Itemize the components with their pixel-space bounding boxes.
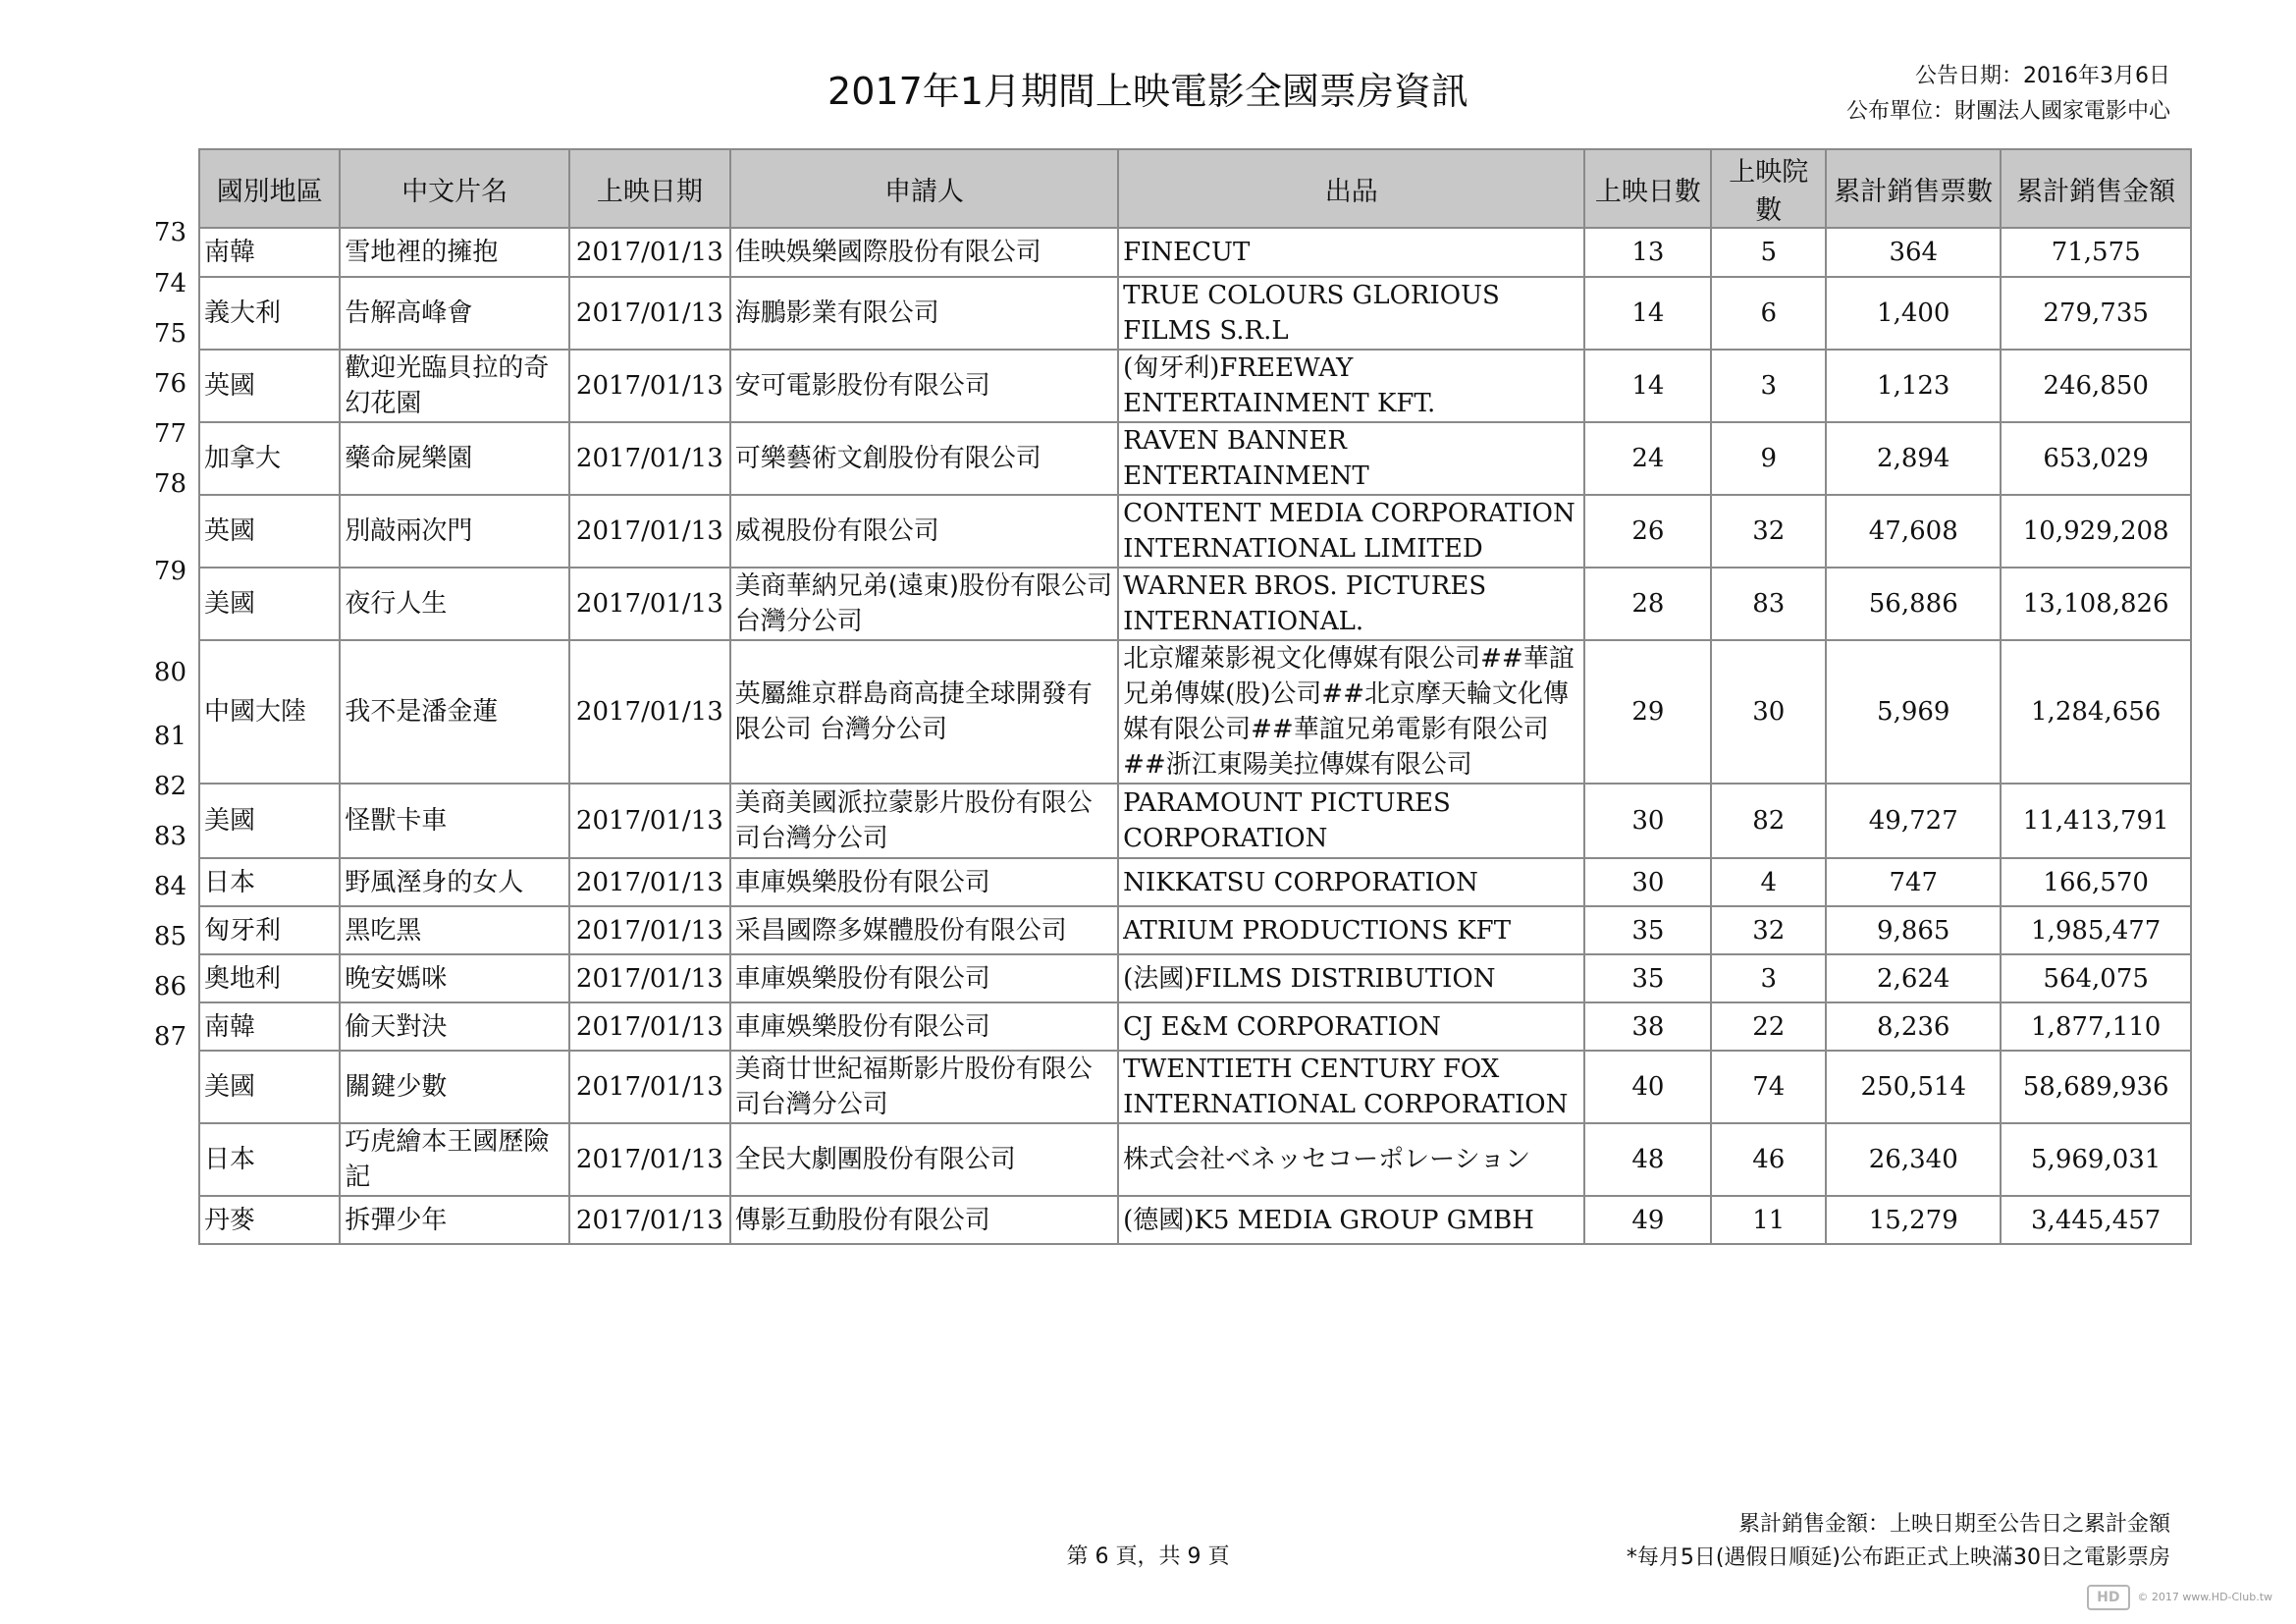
cell-amount: 71,575 <box>2001 228 2191 277</box>
cell-region: 日本 <box>199 858 340 906</box>
cell-theaters: 46 <box>1711 1123 1826 1196</box>
table-row <box>199 640 2191 784</box>
cell-applicant: 傳影互動股份有限公司 <box>730 1196 1118 1244</box>
cell-theaters: 5 <box>1711 228 1826 277</box>
cell-producer: 株式会社ベネッセコーポレーション <box>1118 1123 1584 1196</box>
cell-producer: WARNER BROS. PICTURES INTERNATIONAL. <box>1118 568 1584 640</box>
watermark <box>2087 1585 2272 1610</box>
cell-applicant: 海鵬影業有限公司 <box>730 277 1118 350</box>
table-row <box>199 784 2191 858</box>
cell-theaters: 9 <box>1711 422 1826 495</box>
cell-days: 26 <box>1584 495 1711 568</box>
cell-tickets: 56,886 <box>1826 568 2001 640</box>
table-row <box>199 1051 2191 1123</box>
cell-title: 怪獸卡車 <box>340 784 569 858</box>
col-header-applicant: 申請人 <box>730 149 1118 228</box>
cell-tickets: 8,236 <box>1826 1002 2001 1051</box>
cell-days: 24 <box>1584 422 1711 495</box>
cell-date: 2017/01/13 <box>569 954 730 1002</box>
cell-applicant: 威視股份有限公司 <box>730 495 1118 568</box>
cell-producer: PARAMOUNT PICTURES CORPORATION <box>1118 784 1584 858</box>
watermark-text: © 2017 www.HD-Club.tw <box>2137 1591 2272 1603</box>
cell-producer: (匈牙利)FREEWAY ENTERTAINMENT KFT. <box>1118 350 1584 422</box>
row-number: 82 <box>153 771 187 801</box>
table-row <box>199 1196 2191 1244</box>
page-number: 第 6 頁，共 9 頁 <box>1066 1544 1230 1569</box>
cell-days: 48 <box>1584 1123 1711 1196</box>
cell-applicant: 美商廿世紀福斯影片股份有限公司台灣分公司 <box>730 1051 1118 1123</box>
col-header-date: 上映日期 <box>569 149 730 228</box>
cell-producer: (法國)FILMS DISTRIBUTION <box>1118 954 1584 1002</box>
cell-tickets: 364 <box>1826 228 2001 277</box>
cell-date: 2017/01/13 <box>569 422 730 495</box>
cell-amount: 653,029 <box>2001 422 2191 495</box>
cell-days: 30 <box>1584 784 1711 858</box>
cell-tickets: 1,123 <box>1826 350 2001 422</box>
table-row <box>199 495 2191 568</box>
cell-applicant: 美商華納兄弟(遠東)股份有限公司台灣分公司 <box>730 568 1118 640</box>
cell-applicant: 車庫娛樂股份有限公司 <box>730 1002 1118 1051</box>
cell-title: 歡迎光臨貝拉的奇幻花園 <box>340 350 569 422</box>
cell-title: 偷天對決 <box>340 1002 569 1051</box>
publisher: 公布單位：財團法人國家電影中心 <box>1845 99 2170 124</box>
cell-producer: TWENTIETH CENTURY FOX INTERNATIONAL CORPORATION <box>1118 1051 1584 1123</box>
cell-amount: 11,413,791 <box>2001 784 2191 858</box>
cell-region: 中國大陸 <box>199 640 340 784</box>
cell-date: 2017/01/13 <box>569 568 730 640</box>
cell-days: 38 <box>1584 1002 1711 1051</box>
cell-producer: CONTENT MEDIA CORPORATION INTERNATIONAL LIMITED <box>1118 495 1584 568</box>
cell-title: 告解高峰會 <box>340 277 569 350</box>
cell-days: 35 <box>1584 906 1711 954</box>
row-number: 78 <box>153 468 187 499</box>
cell-theaters: 4 <box>1711 858 1826 906</box>
table-row <box>199 954 2191 1002</box>
cell-region: 美國 <box>199 784 340 858</box>
cell-applicant: 英屬維京群島商高捷全球開發有限公司 台灣分公司 <box>730 640 1118 784</box>
cell-applicant: 全民大劇團股份有限公司 <box>730 1123 1118 1196</box>
cell-amount: 1,985,477 <box>2001 906 2191 954</box>
cell-tickets: 15,279 <box>1826 1196 2001 1244</box>
watermark-logo: HD <box>2087 1585 2130 1610</box>
cell-theaters: 30 <box>1711 640 1826 784</box>
cell-days: 28 <box>1584 568 1711 640</box>
table-row <box>199 228 2191 277</box>
cell-date: 2017/01/13 <box>569 906 730 954</box>
cell-days: 14 <box>1584 350 1711 422</box>
cell-region: 南韓 <box>199 228 340 277</box>
cell-date: 2017/01/13 <box>569 277 730 350</box>
cell-title: 野風溼身的女人 <box>340 858 569 906</box>
cell-tickets: 26,340 <box>1826 1123 2001 1196</box>
cell-amount: 3,445,457 <box>2001 1196 2191 1244</box>
cell-tickets: 250,514 <box>1826 1051 2001 1123</box>
cell-theaters: 6 <box>1711 277 1826 350</box>
row-number: 84 <box>153 871 187 901</box>
cell-date: 2017/01/13 <box>569 640 730 784</box>
table-header-row <box>199 149 2191 228</box>
cell-region: 匈牙利 <box>199 906 340 954</box>
row-number: 79 <box>153 557 187 586</box>
cell-producer: FINECUT <box>1118 228 1584 277</box>
row-number: 76 <box>153 368 187 399</box>
table-row <box>199 1002 2191 1051</box>
cell-title: 我不是潘金蓮 <box>340 640 569 784</box>
row-number: 86 <box>153 971 187 1001</box>
cell-theaters: 74 <box>1711 1051 1826 1123</box>
footer-note-amount: 累計銷售金額：上映日期至公告日之累計金額 <box>1737 1512 2170 1537</box>
cell-date: 2017/01/13 <box>569 1123 730 1196</box>
cell-title: 夜行人生 <box>340 568 569 640</box>
row-number: 77 <box>153 418 187 449</box>
page-title: 2017年1月期間上映電影全國票房資訊 <box>828 70 1468 113</box>
cell-days: 35 <box>1584 954 1711 1002</box>
cell-days: 29 <box>1584 640 1711 784</box>
cell-region: 美國 <box>199 568 340 640</box>
cell-title: 晚安媽咪 <box>340 954 569 1002</box>
cell-theaters: 82 <box>1711 784 1826 858</box>
cell-date: 2017/01/13 <box>569 858 730 906</box>
box-office-table <box>198 148 2192 1245</box>
cell-date: 2017/01/13 <box>569 228 730 277</box>
col-header-title: 中文片名 <box>340 149 569 228</box>
cell-region: 南韓 <box>199 1002 340 1051</box>
cell-days: 49 <box>1584 1196 1711 1244</box>
col-header-region: 國別地區 <box>199 149 340 228</box>
cell-applicant: 安可電影股份有限公司 <box>730 350 1118 422</box>
cell-days: 14 <box>1584 277 1711 350</box>
col-header-theaters: 上映院數 <box>1711 149 1826 228</box>
cell-amount: 1,284,656 <box>2001 640 2191 784</box>
cell-applicant: 采昌國際多媒體股份有限公司 <box>730 906 1118 954</box>
table-row <box>199 858 2191 906</box>
cell-applicant: 佳映娛樂國際股份有限公司 <box>730 228 1118 277</box>
cell-days: 13 <box>1584 228 1711 277</box>
table-row <box>199 568 2191 640</box>
table-row <box>199 277 2191 350</box>
cell-title: 巧虎繪本王國歷險記 <box>340 1123 569 1196</box>
cell-region: 義大利 <box>199 277 340 350</box>
cell-amount: 279,735 <box>2001 277 2191 350</box>
row-number: 87 <box>153 1021 187 1052</box>
row-number: 74 <box>153 268 187 298</box>
cell-amount: 5,969,031 <box>2001 1123 2191 1196</box>
cell-amount: 246,850 <box>2001 350 2191 422</box>
cell-region: 日本 <box>199 1123 340 1196</box>
cell-amount: 13,108,826 <box>2001 568 2191 640</box>
table-row <box>199 906 2191 954</box>
cell-tickets: 47,608 <box>1826 495 2001 568</box>
cell-amount: 58,689,936 <box>2001 1051 2191 1123</box>
cell-applicant: 車庫娛樂股份有限公司 <box>730 954 1118 1002</box>
cell-region: 美國 <box>199 1051 340 1123</box>
cell-producer: NIKKATSU CORPORATION <box>1118 858 1584 906</box>
cell-theaters: 83 <box>1711 568 1826 640</box>
cell-date: 2017/01/13 <box>569 784 730 858</box>
cell-region: 奧地利 <box>199 954 340 1002</box>
col-header-amount: 累計銷售金額 <box>2001 149 2191 228</box>
cell-title: 雪地裡的擁抱 <box>340 228 569 277</box>
cell-amount: 10,929,208 <box>2001 495 2191 568</box>
cell-tickets: 49,727 <box>1826 784 2001 858</box>
cell-title: 關鍵少數 <box>340 1051 569 1123</box>
cell-theaters: 3 <box>1711 954 1826 1002</box>
cell-date: 2017/01/13 <box>569 495 730 568</box>
cell-theaters: 32 <box>1711 906 1826 954</box>
cell-date: 2017/01/13 <box>569 1051 730 1123</box>
cell-theaters: 3 <box>1711 350 1826 422</box>
cell-amount: 166,570 <box>2001 858 2191 906</box>
cell-tickets: 2,894 <box>1826 422 2001 495</box>
cell-producer: CJ E&M CORPORATION <box>1118 1002 1584 1051</box>
table-row <box>199 350 2191 422</box>
cell-tickets: 2,624 <box>1826 954 2001 1002</box>
cell-producer: 北京耀萊影視文化傳媒有限公司##華誼兄弟傳媒(股)公司##北京摩天輪文化傳媒有限公司##華誼兄弟電影有限公司##浙江東陽美拉傳媒有限公司 <box>1118 640 1584 784</box>
row-number: 83 <box>153 821 187 851</box>
cell-producer: ATRIUM PRODUCTIONS KFT <box>1118 906 1584 954</box>
row-number: 75 <box>153 318 187 349</box>
cell-region: 丹麥 <box>199 1196 340 1244</box>
cell-producer: RAVEN BANNER ENTERTAINMENT <box>1118 422 1584 495</box>
cell-title: 藥命屍樂園 <box>340 422 569 495</box>
cell-title: 黑吃黑 <box>340 906 569 954</box>
cell-tickets: 1,400 <box>1826 277 2001 350</box>
col-header-tickets: 累計銷售票數 <box>1826 149 2001 228</box>
cell-date: 2017/01/13 <box>569 1196 730 1244</box>
col-header-days: 上映日數 <box>1584 149 1711 228</box>
cell-theaters: 32 <box>1711 495 1826 568</box>
cell-amount: 1,877,110 <box>2001 1002 2191 1051</box>
cell-applicant: 車庫娛樂股份有限公司 <box>730 858 1118 906</box>
cell-days: 40 <box>1584 1051 1711 1123</box>
row-number: 81 <box>153 721 187 751</box>
cell-region: 加拿大 <box>199 422 340 495</box>
table-row <box>199 1123 2191 1196</box>
cell-title: 別敲兩次門 <box>340 495 569 568</box>
header-meta <box>1846 59 2170 130</box>
cell-date: 2017/01/13 <box>569 1002 730 1051</box>
cell-theaters: 22 <box>1711 1002 1826 1051</box>
cell-theaters: 11 <box>1711 1196 1826 1244</box>
footer-note-schedule: *每月5日(遇假日順延)公布距正式上映滿30日之電影票房 <box>1626 1545 2170 1570</box>
cell-region: 英國 <box>199 350 340 422</box>
cell-title: 拆彈少年 <box>340 1196 569 1244</box>
cell-amount: 564,075 <box>2001 954 2191 1002</box>
announce-date: 公告日期：2016年3月6日 <box>1915 64 2170 88</box>
row-number: 73 <box>153 218 187 247</box>
col-header-producer: 出品 <box>1118 149 1584 228</box>
cell-producer: (德國)K5 MEDIA GROUP GMBH <box>1118 1196 1584 1244</box>
cell-tickets: 9,865 <box>1826 906 2001 954</box>
row-number: 85 <box>153 921 187 951</box>
cell-producer: TRUE COLOURS GLORIOUS FILMS S.R.L <box>1118 277 1584 350</box>
cell-days: 30 <box>1584 858 1711 906</box>
cell-applicant: 可樂藝術文創股份有限公司 <box>730 422 1118 495</box>
cell-tickets: 5,969 <box>1826 640 2001 784</box>
cell-region: 英國 <box>199 495 340 568</box>
cell-tickets: 747 <box>1826 858 2001 906</box>
row-number: 80 <box>153 658 187 687</box>
table-row <box>199 422 2191 495</box>
cell-date: 2017/01/13 <box>569 350 730 422</box>
cell-applicant: 美商美國派拉蒙影片股份有限公司台灣分公司 <box>730 784 1118 858</box>
